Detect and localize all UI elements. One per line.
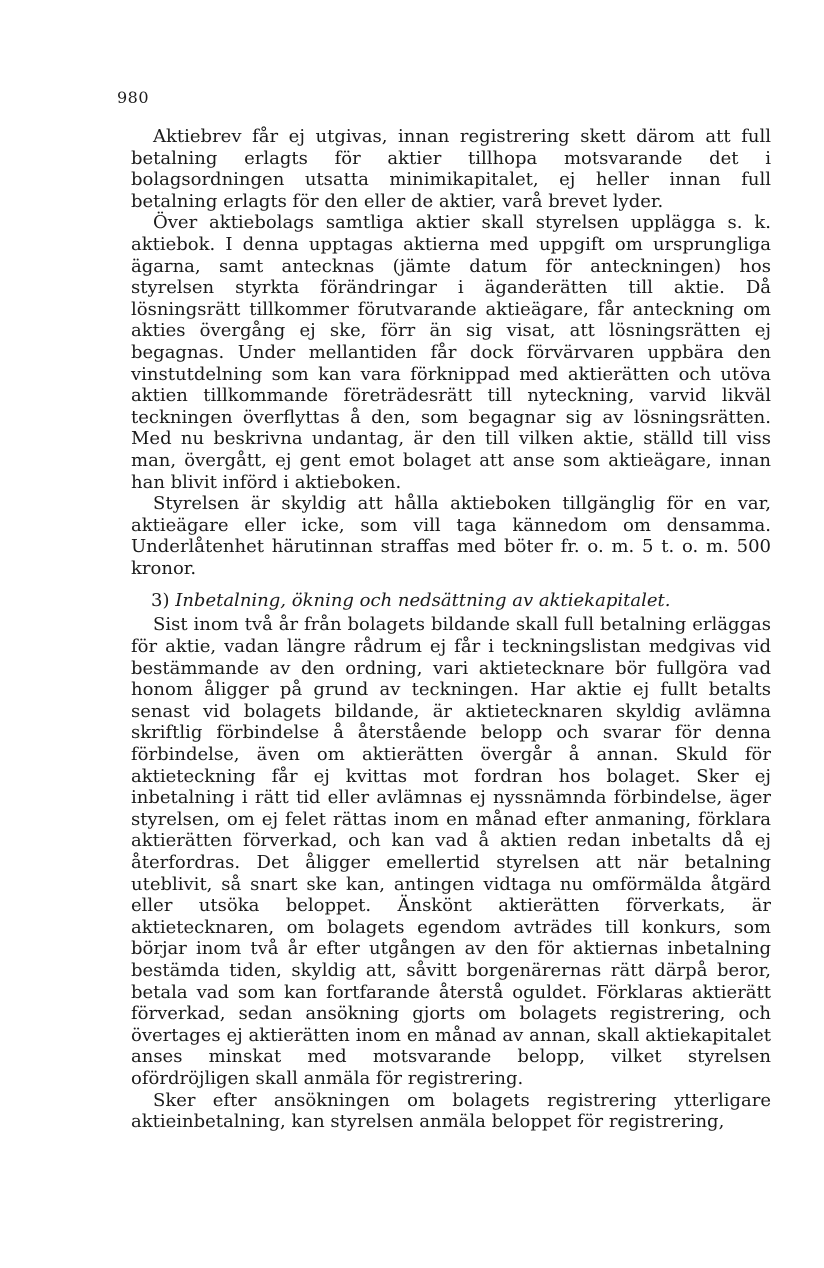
section-title: Inbetalning, ökning och nedsättning av aktiekapitalet. — [175, 590, 671, 612]
paragraph-styrelsen: Styrelsen är skyldig att hålla aktieboken tillgänglig för en var, aktieägare eller icke, som vill taga kännedom om densamma. Underlåtenhet härutinnan straffas med böter fr. o. m. 5 t. o. m. 500 kronor. — [131, 493, 771, 579]
body-text — [131, 126, 771, 1133]
section-number: 3) — [151, 590, 170, 612]
page-number: 980 — [117, 88, 150, 107]
section-heading — [131, 590, 771, 612]
paragraph-registrering: Sker efter ansökningen om bolagets registrering ytterligare aktieinbetalning, kan styrelsen anmäla beloppet för registrering, — [131, 1089, 771, 1133]
paragraph-inbetalning: Sist inom två år från bolagets bildande skall full betalning erläggas för aktie, vadan längre rådrum ej får i teckningslistan medgivas vid bestämmande av den ordning, vari aktietecknare bör fullgöra vad honom åligger på grund av teckningen. Har aktie ej fullt betalts senast vid bolagets bildande, är aktietecknaren skyldig avlämna skriftlig förbindelse å återstående belopp och svarar för denna förbindelse, även om aktierätten övergår å annan. Skuld för aktieteckning får ej kvittas mot fordran hos bolaget. Sker ej inbetalning i rätt tid eller avlämnas ej nyssnämnda förbindelse, äger styrelsen, om ej felet rättas inom en månad efter anmaning, förklara aktierätten förverkad, och kan vad å aktien redan inbetalts då ej återfordras. Det åligger emellertid styrelsen att när betalning uteblivit, så snart ske kan, antingen vidtaga nu omförmälda åtgärd eller utsöka beloppet. Änskönt aktierätten förverkats, är aktietecknaren, om bolagets egendom avträdes till konkurs, som börjar inom två år efter utgången av den för aktiernas inbetalning bestämda tiden, skyldig att, såvitt borgenärernas rätt därpå beror, betala vad som kan fortfarande återstå oguldet. Förklaras aktierätt förverkad, sedan ansökning gjorts om bolagets registrering, och övertages ej aktierätten inom en månad av annan, skall aktiekapitalet anses minskat med motsvarande belopp, vilket styrelsen ofördröjligen skall anmäla för registrering. — [131, 614, 771, 1089]
paragraph-aktiebrev: Aktiebrev får ej utgivas, innan registrering skett därom att full betalning erlagts för aktier tillhopa motsvarande det i bolagsordningen utsatta minimikapitalet, ej heller innan full betalning erlagts för den eller de aktier, varå brevet lyder. — [131, 126, 771, 212]
paragraph-aktiebok: Över aktiebolags samtliga aktier skall styrelsen upplägga s. k. aktiebok. I denna upptagas aktierna med uppgift om ursprungliga ägarna, samt antecknas (jämte datum för anteckningen) hos styrelsen styrkta förändringar i äganderätten till aktie. Då lösningsrätt tillkommer förutvarande aktieägare, får anteckning om akties övergång ej ske, förr än sig visat, att lösningsrätten ej begagnas. Under mellantiden får dock förvärvaren uppbära den vinstutdelning som kan vara förknippad med aktierätten och utöva aktien tillkommande företrädesrätt till nyteckning, varvid likväl teckningen överflyttas å den, som begagnar sig av lösningsrätten. Med nu beskrivna undantag, är den till vilken aktie, ställd till viss man, övergått, ej gent emot bolaget att anse som aktieägare, innan han blivit införd i aktieboken. — [131, 212, 771, 493]
